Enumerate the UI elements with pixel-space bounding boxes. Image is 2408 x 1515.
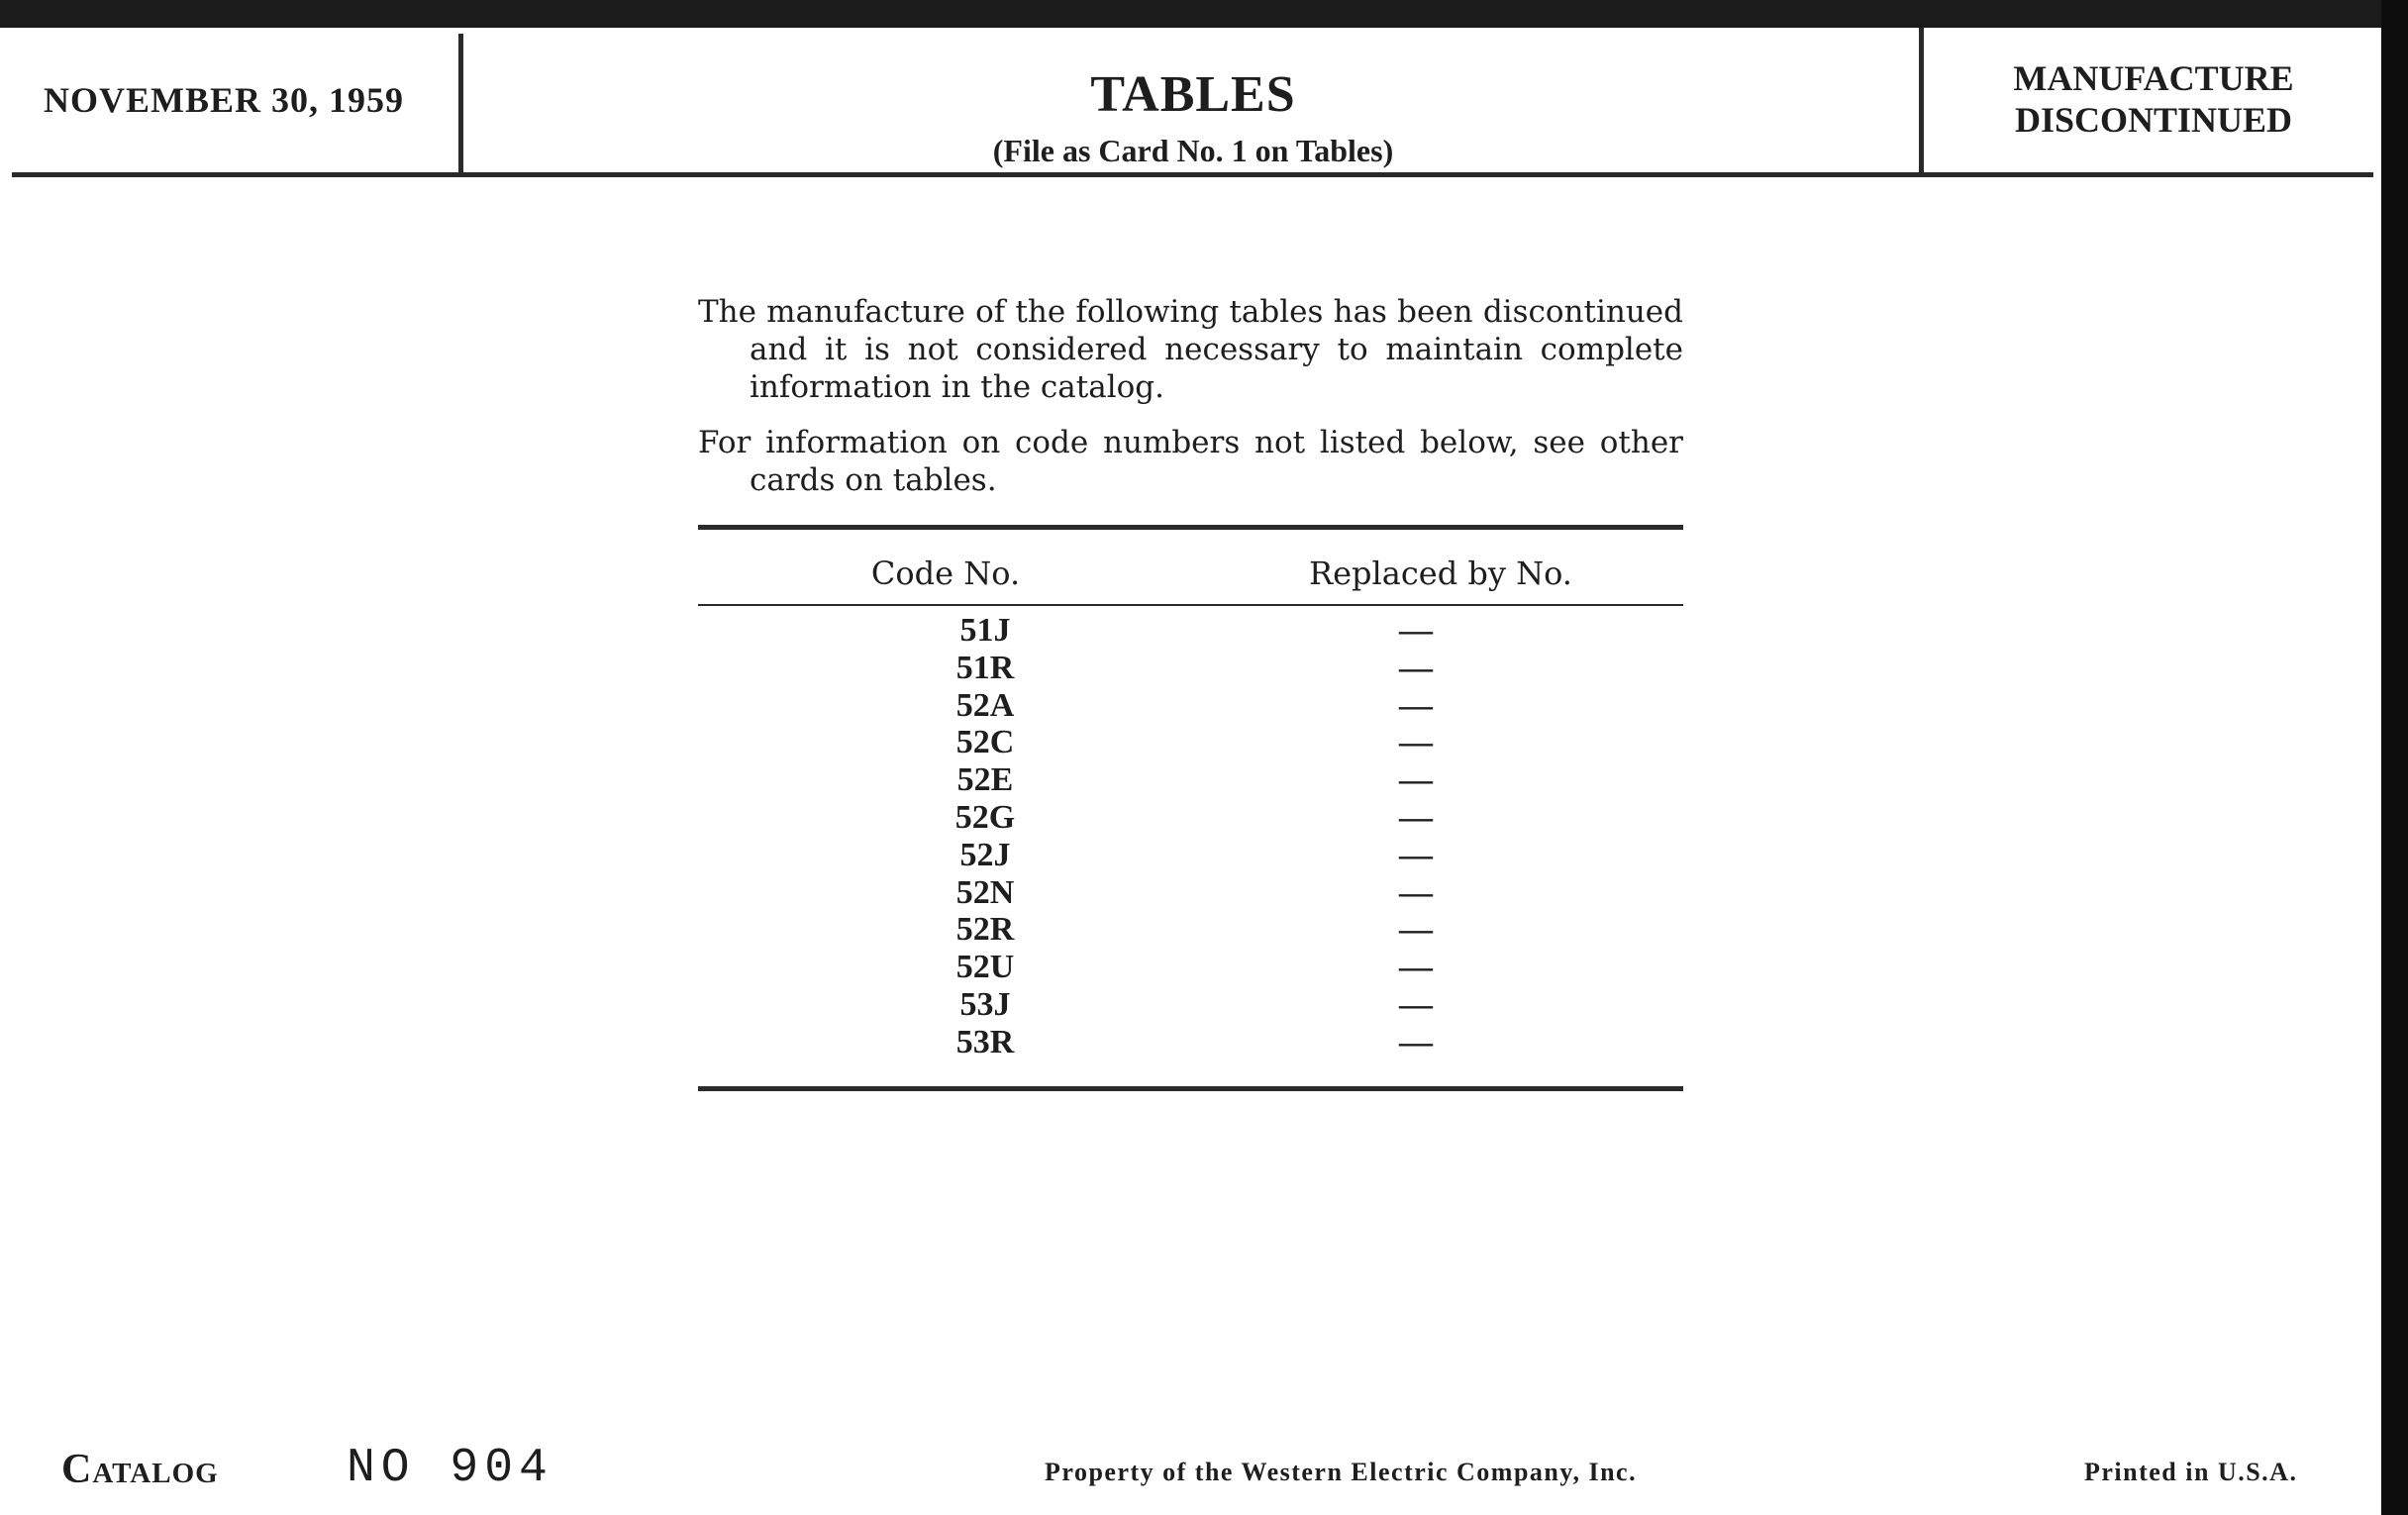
replaced-cell: — — [1399, 686, 1433, 724]
status-line-2: DISCONTINUED — [2014, 100, 2293, 140]
code-cell: 52R — [955, 911, 1015, 949]
property-notice: Property of the Western Electric Company, Inc. — [1045, 1458, 1638, 1486]
column-header-code: Code No. — [870, 555, 1021, 592]
replaced-cell: — — [1399, 724, 1433, 761]
intro-paragraph: The manufacture of the following tables has been discontinued and it is not considered necessary to maintain complete information in the catalog. — [698, 294, 1683, 405]
header-divider-right — [1919, 28, 1924, 174]
code-cell: 52J — [959, 836, 1011, 873]
code-cell: 51J — [959, 612, 1011, 649]
table-row — [698, 799, 1683, 837]
code-cell: 53J — [959, 985, 1011, 1023]
header-divider-left — [458, 34, 463, 174]
table-row — [698, 650, 1683, 687]
table-row — [698, 874, 1683, 912]
table-header-rule — [698, 604, 1683, 606]
replaced-cell: — — [1399, 836, 1433, 873]
replaced-cell: — — [1399, 761, 1433, 799]
table-bottom-rule — [698, 1086, 1683, 1091]
column-header-replaced: Replaced by No. — [1309, 555, 1572, 592]
table-row — [698, 911, 1683, 949]
code-cell: 52E — [956, 761, 1014, 799]
header-rule — [12, 172, 2373, 177]
code-cell: 52A — [955, 686, 1015, 724]
card-subtitle: (File as Card No. 1 on Tables) — [992, 133, 1394, 168]
replaced-cell: — — [1399, 873, 1433, 911]
code-cell: 53R — [955, 1023, 1015, 1060]
status-line-1: MANUFACTURE — [2013, 58, 2294, 98]
catalog-label: Catalog — [61, 1447, 219, 1492]
table-body — [698, 612, 1683, 1061]
code-cell: 51R — [955, 649, 1015, 686]
catalog-number: NO 904 — [347, 1442, 553, 1495]
catalog-card — [0, 28, 2381, 1515]
reference-paragraph: For information on code numbers not listed below, see other cards on tables. — [698, 425, 1683, 498]
table-row — [698, 612, 1683, 650]
table-top-rule — [698, 525, 1683, 530]
table-row — [698, 986, 1683, 1024]
replaced-cell: — — [1399, 1023, 1433, 1060]
replaced-cell: — — [1399, 911, 1433, 949]
printed-notice: Printed in U.S.A. — [2084, 1458, 2298, 1486]
issue-date: NOVEMBER 30, 1959 — [44, 80, 405, 120]
code-cell: 52N — [955, 873, 1015, 911]
replaced-cell: — — [1399, 985, 1433, 1023]
replaced-cell: — — [1399, 949, 1433, 986]
table-row — [698, 837, 1683, 874]
replaced-cell: — — [1399, 649, 1433, 686]
table-row — [698, 687, 1683, 725]
card-title: TABLES — [1090, 66, 1296, 123]
replaced-cell: — — [1399, 612, 1433, 649]
table-row — [698, 949, 1683, 986]
status-label — [1926, 57, 2381, 141]
table-row — [698, 1024, 1683, 1061]
code-cell: 52C — [955, 724, 1015, 761]
scan-edge — [2381, 0, 2408, 1515]
replaced-cell: — — [1399, 798, 1433, 836]
table-row — [698, 761, 1683, 799]
code-cell: 52U — [955, 949, 1015, 986]
code-cell: 52G — [954, 798, 1016, 836]
table-row — [698, 724, 1683, 761]
